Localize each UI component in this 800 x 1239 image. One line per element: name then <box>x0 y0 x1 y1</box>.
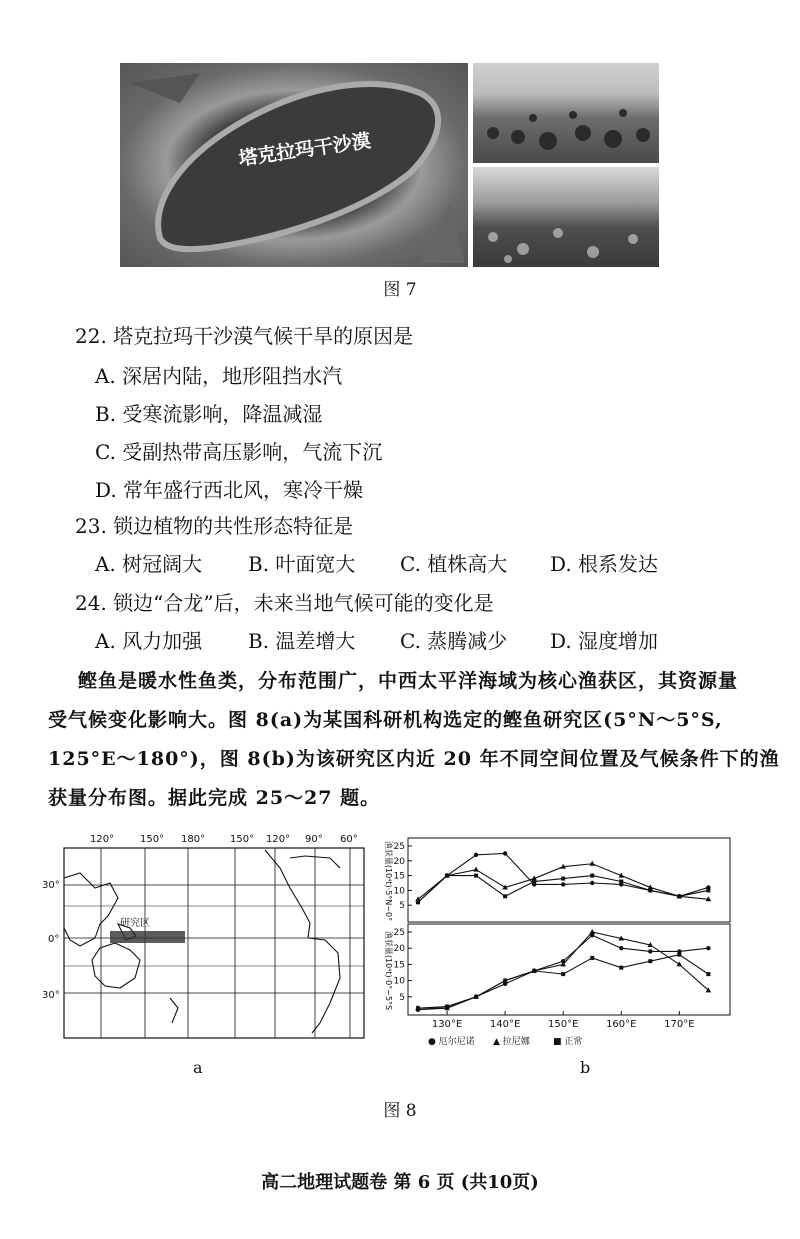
y-axis-label: 渔获量(10⁴t)·0°~5°S <box>384 930 393 1011</box>
shrub-rows <box>473 63 659 163</box>
legend-la-nina: ▲ 拉尼娜 <box>493 1037 530 1047</box>
y-tick-label: 20 <box>393 856 405 867</box>
point-normal <box>416 900 420 904</box>
lat-label-30n: 30° <box>42 880 60 891</box>
series-line-1 <box>418 932 708 1008</box>
point-la-nina <box>589 929 595 934</box>
question-22-stem: 22. 塔克拉玛干沙漠气候干旱的原因是 <box>75 324 414 348</box>
point-el-nino <box>590 881 594 885</box>
passage-line-4: 获量分布图。据此完成 25～27 题。 <box>48 787 381 809</box>
question-22-option-d: D. 常年盛行西北风，寒冷干燥 <box>95 478 364 502</box>
point-el-nino <box>561 882 565 886</box>
question-22-option-c: C. 受副热带高压影响，气流下沉 <box>95 440 383 464</box>
lon-label-120w: 120° <box>266 834 291 845</box>
desert-shape <box>120 63 468 267</box>
x-tick-label: 130°E <box>431 1019 463 1030</box>
x-tick-label: 140°E <box>489 1019 521 1030</box>
lat-label-30s: 30° <box>42 990 60 1001</box>
question-23-option-d: D. 根系发达 <box>550 552 659 576</box>
lat-label-0: 0° <box>48 934 60 945</box>
point-normal <box>619 880 623 884</box>
point-el-nino <box>619 946 623 950</box>
question-22-option-b: B. 受寒流影响，降温减湿 <box>95 402 323 426</box>
lon-label-120: 120° <box>90 834 115 845</box>
point-normal <box>706 972 710 976</box>
point-normal <box>677 953 681 957</box>
point-normal <box>677 894 681 898</box>
y-tick-label: 20 <box>393 944 405 955</box>
question-24-stem: 24. 锁边“合龙”后，未来当地气候可能的变化是 <box>75 591 494 615</box>
legend-el-nino: ● 厄尔尼诺 <box>428 1037 475 1047</box>
point-normal <box>474 995 478 999</box>
point-normal <box>532 880 536 884</box>
point-normal <box>648 959 652 963</box>
y-tick-label: 10 <box>393 976 405 987</box>
point-normal <box>561 877 565 881</box>
x-tick-label: 170°E <box>664 1019 695 1030</box>
lon-label-150: 150° <box>140 834 165 845</box>
world-map-figure <box>40 828 370 1048</box>
point-normal <box>648 888 652 892</box>
y-tick-label: 25 <box>393 842 405 852</box>
point-normal <box>445 874 449 878</box>
lon-label-180: 180° <box>181 834 206 845</box>
y-tick-label: 25 <box>393 928 405 938</box>
y-tick-label: 5 <box>399 901 405 912</box>
point-normal <box>590 874 594 878</box>
point-el-nino <box>503 851 507 855</box>
point-la-nina <box>677 961 683 966</box>
point-la-nina <box>589 861 595 866</box>
legend-normal: ■ 正常 <box>553 1037 583 1047</box>
point-el-nino <box>474 853 478 857</box>
point-normal <box>590 956 594 960</box>
point-normal <box>706 888 710 892</box>
question-24-option-a: A. 风力加强 <box>95 629 203 653</box>
y-tick-label: 15 <box>393 871 405 882</box>
point-normal <box>503 979 507 983</box>
question-24-option-c: C. 蒸腾减少 <box>400 629 508 653</box>
figure7-caption: 图 7 <box>383 280 417 300</box>
question-22-option-a: A. 深居内陆，地形阻挡水汽 <box>95 364 343 388</box>
passage-line-3: 125°E～180°)，图 8(b)为该研究区内近 20 年不同空间位置及气候条件下的渔 <box>48 748 780 770</box>
desert-label: 塔克拉玛干沙漠 <box>237 129 373 171</box>
study-area-label: 研究区 <box>120 918 150 929</box>
point-normal <box>474 874 478 878</box>
point-normal <box>561 972 565 976</box>
catch-line-chart <box>378 828 738 1050</box>
lon-label-150w: 150° <box>230 834 255 845</box>
point-el-nino <box>648 949 652 953</box>
point-normal <box>503 894 507 898</box>
figure8-label-b: b <box>580 1058 591 1077</box>
question-23-stem: 23. 锁边植物的共性形态特征是 <box>75 514 354 538</box>
passage-line-1: 鲣鱼是暖水性鱼类，分布范围广，中西太平洋海域为核心渔获区，其资源量 <box>78 670 739 692</box>
x-tick-label: 160°E <box>606 1019 637 1030</box>
lon-label-90w: 90° <box>305 834 323 845</box>
x-tick-label: 150°E <box>547 1019 579 1030</box>
map-frame <box>64 848 364 1038</box>
page-footer: 高二地理试题卷 第 6 页 (共10页) <box>261 1172 539 1193</box>
y-axis-label: 渔获量(10⁴t)·5°N~0° <box>384 840 393 922</box>
question-23-option-a: A. 树冠阔大 <box>95 552 203 576</box>
question-24-option-b: B. 温差增大 <box>248 629 356 653</box>
y-tick-label: 10 <box>393 886 405 897</box>
point-la-nina <box>473 867 479 872</box>
series-line-1 <box>418 864 708 900</box>
lon-label-60w: 60° <box>340 834 358 845</box>
figure8-label-a: a <box>193 1058 203 1077</box>
point-normal <box>532 969 536 973</box>
grass-belt <box>473 167 659 267</box>
figure8-caption: 图 8 <box>383 1101 417 1121</box>
point-el-nino <box>706 946 710 950</box>
point-normal <box>445 1005 449 1009</box>
y-tick-label: 5 <box>399 992 405 1003</box>
point-normal <box>416 1006 420 1010</box>
question-24-option-d: D. 湿度增加 <box>550 629 659 653</box>
desert-satellite-image <box>120 63 468 267</box>
question-23-option-c: C. 植株高大 <box>400 552 508 576</box>
y-tick-label: 15 <box>393 960 405 971</box>
question-23-option-b: B. 叶面宽大 <box>248 552 356 576</box>
study-area-box <box>110 931 185 943</box>
panel-frame-1 <box>408 838 730 922</box>
panel-frame-2 <box>408 924 730 1015</box>
point-normal <box>619 966 623 970</box>
shrub-photo-bottom <box>473 167 659 267</box>
shrub-photo-top <box>473 63 659 163</box>
passage-line-2: 受气候变化影响大。图 8(a)为某国科研机构选定的鲣鱼研究区(5°N～5°S, <box>48 709 723 731</box>
